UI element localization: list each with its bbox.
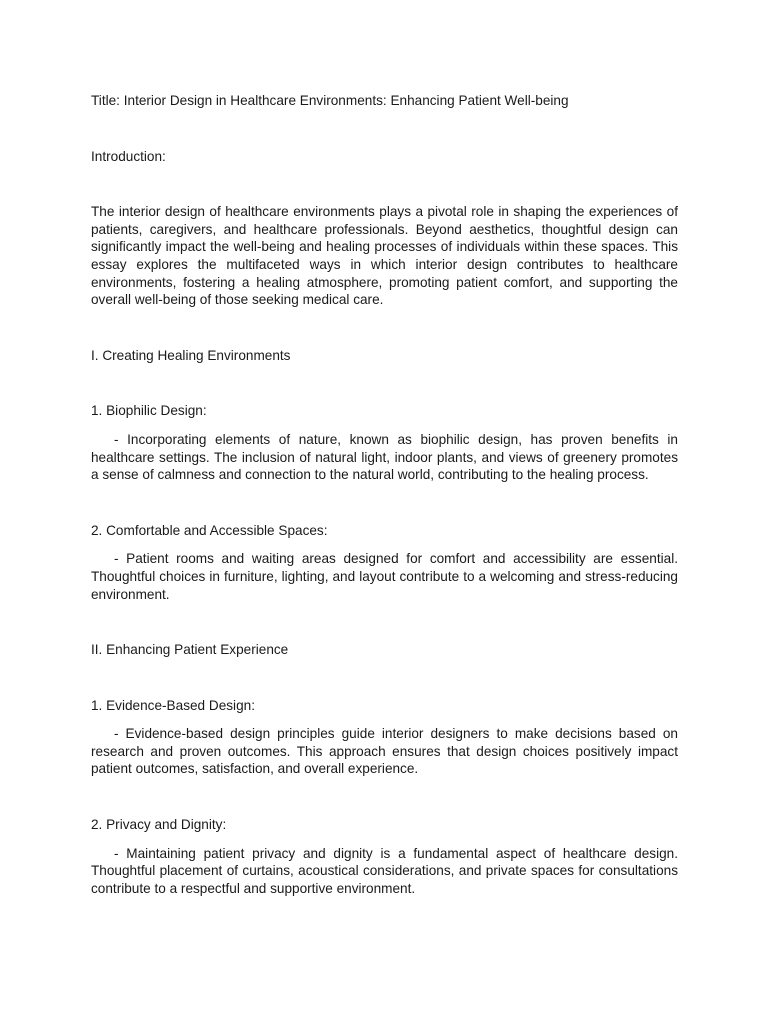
item-heading-biophilic-design: 1. Biophilic Design: <box>91 403 207 419</box>
item-text-biophilic-design: - Incorporating elements of nature, known as biophilic design, has proven benefits in healthcare settings. The inclusion of natural light, indoor plants, and views of greenery promotes a sense of calmness and connection to the natural world, contributing to the healing process. <box>91 431 678 483</box>
item-heading-evidence-based-design: 1. Evidence-Based Design: <box>91 697 255 713</box>
item-heading-privacy-dignity: 2. Privacy and Dignity: <box>91 817 227 833</box>
item-heading-comfortable-spaces: 2. Comfortable and Accessible Spaces: <box>91 522 328 538</box>
item-text-privacy-dignity: - Maintaining patient privacy and dignity is a fundamental aspect of healthcare design. Thoughtful placement of curtains, acoustical considerations, and private spaces for consultations contribute to a respectful and supportive environment. <box>91 845 678 896</box>
item-text-comfortable-spaces: - Patient rooms and waiting areas designed for comfort and accessibility are essential. Thoughtful choices in furniture, lighting, and layout contribute to a welcoming and stress-reducing environment. <box>91 551 678 602</box>
introduction-paragraph: The interior design of healthcare environments plays a pivotal role in shaping the experiences of patients, caregivers, and healthcare professionals. Beyond aesthetics, thoughtful design can significantly impact the well-being and healing processes of individuals within these spaces. This essay explores the multifaceted ways in which interior design contributes to healthcare environments, fostering a healing atmosphere, promoting patient comfort, and supporting the overall well-being of those seeking medical care. <box>91 204 678 308</box>
item-text-evidence-based-design: - Evidence-based design principles guide interior designers to make decisions based on research and proven outcomes. This approach ensures that design choices positively impact patient outcomes, satisfaction, and overall experience. <box>91 726 678 777</box>
section-heading-2: II. Enhancing Patient Experience <box>91 642 289 658</box>
document-title: Title: Interior Design in Healthcare Environments: Enhancing Patient Well-being <box>91 93 569 108</box>
section-heading-1: I. Creating Healing Environments <box>91 347 291 363</box>
introduction-heading: Introduction: <box>91 148 166 164</box>
